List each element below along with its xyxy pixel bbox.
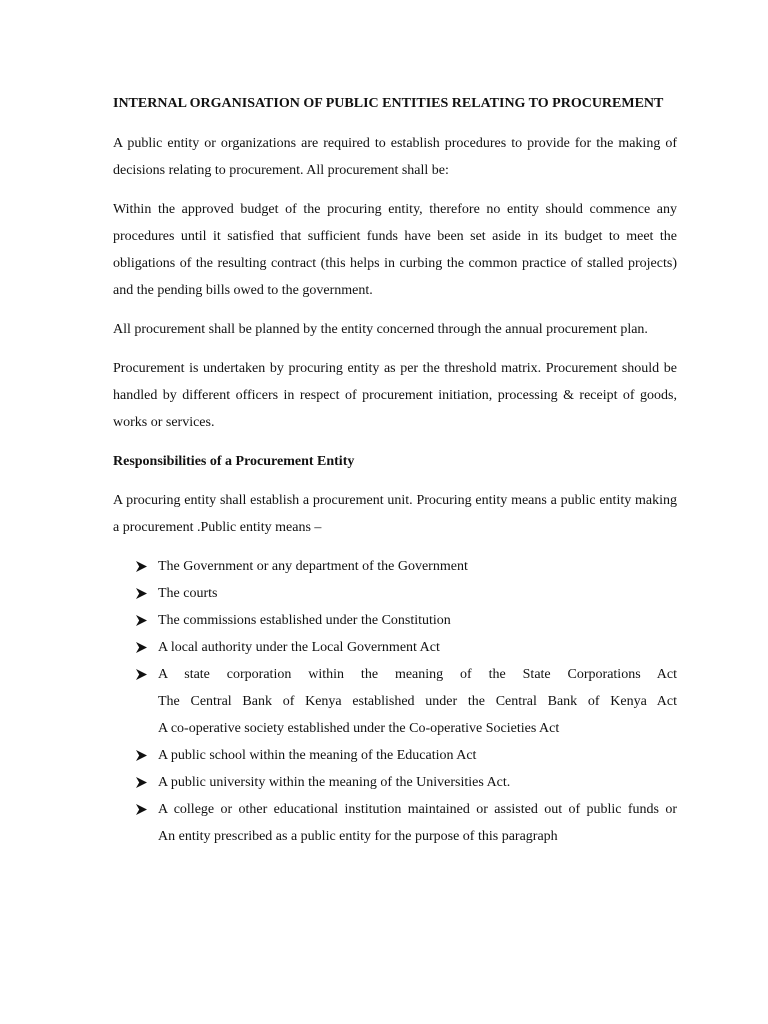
list-item (113, 796, 677, 850)
list-item (113, 661, 677, 742)
list-item-text: A public university within the meaning of the Universities Act. (158, 775, 511, 790)
paragraph-3: All procurement shall be planned by the entity concerned through the annual procurement plan. (113, 322, 648, 337)
paragraph-1: A public entity or organizations are required to establish procedures to provide for the making of decisions relating to procurement. All procurement shall be: (113, 136, 677, 178)
list-item-text: A co-operative society established under the Co-operative Societies Act (158, 721, 560, 736)
list-item (113, 553, 677, 580)
list-item (113, 769, 677, 796)
arrowhead-bullet-icon (136, 580, 148, 607)
list-item-text: The Government or any department of the Government (158, 559, 468, 574)
list-item-text: A college or other educational institution maintained or assisted out of public funds or (158, 802, 677, 817)
public-entity-list (113, 553, 677, 850)
arrowhead-bullet-icon (136, 553, 148, 580)
list-item-text: A local authority under the Local Government Act (158, 640, 440, 655)
arrowhead-bullet-icon (136, 607, 148, 634)
paragraph-2: Within the approved budget of the procuring entity, therefore no entity should commence any procedures until it satisfied that sufficient funds have been set aside in its budget to meet the obligations of the resulting contract (this helps in curbing the common practice of stalled projects) and the pending bills owed to the government. (113, 202, 677, 298)
paragraph-4: Procurement is undertaken by procuring entity as per the threshold matrix. Procurement should be handled by different officers in respect of procurement initiation, processing & receipt of goods, works or services. (113, 361, 677, 430)
list-item-text: The courts (158, 586, 218, 601)
arrowhead-bullet-icon (136, 634, 148, 661)
list-item-text: The Central Bank of Kenya established under the Central Bank of Kenya Act (158, 694, 677, 709)
list-item (113, 742, 677, 769)
arrowhead-bullet-icon (136, 796, 148, 823)
document-page (113, 90, 677, 850)
document-title: INTERNAL ORGANISATION OF PUBLIC ENTITIES RELATING TO PROCUREMENT (113, 96, 664, 111)
list-item-text: The commissions established under the Constitution (158, 613, 451, 628)
list-item (113, 607, 677, 634)
intro-paragraph: A procuring entity shall establish a procurement unit. Procuring entity means a public entity making a procurement .Public entity means – (113, 493, 677, 535)
arrowhead-bullet-icon (136, 769, 148, 796)
list-item (113, 634, 677, 661)
list-item-text: An entity prescribed as a public entity for the purpose of this paragraph (158, 829, 558, 844)
arrowhead-bullet-icon (136, 742, 148, 769)
list-item-text: A public school within the meaning of the Education Act (158, 748, 477, 763)
section-subheading: Responsibilities of a Procurement Entity (113, 454, 355, 469)
arrowhead-bullet-icon (136, 661, 148, 688)
list-item-text: A state corporation within the meaning of the State Corporations Act (158, 667, 677, 682)
list-item (113, 580, 677, 607)
